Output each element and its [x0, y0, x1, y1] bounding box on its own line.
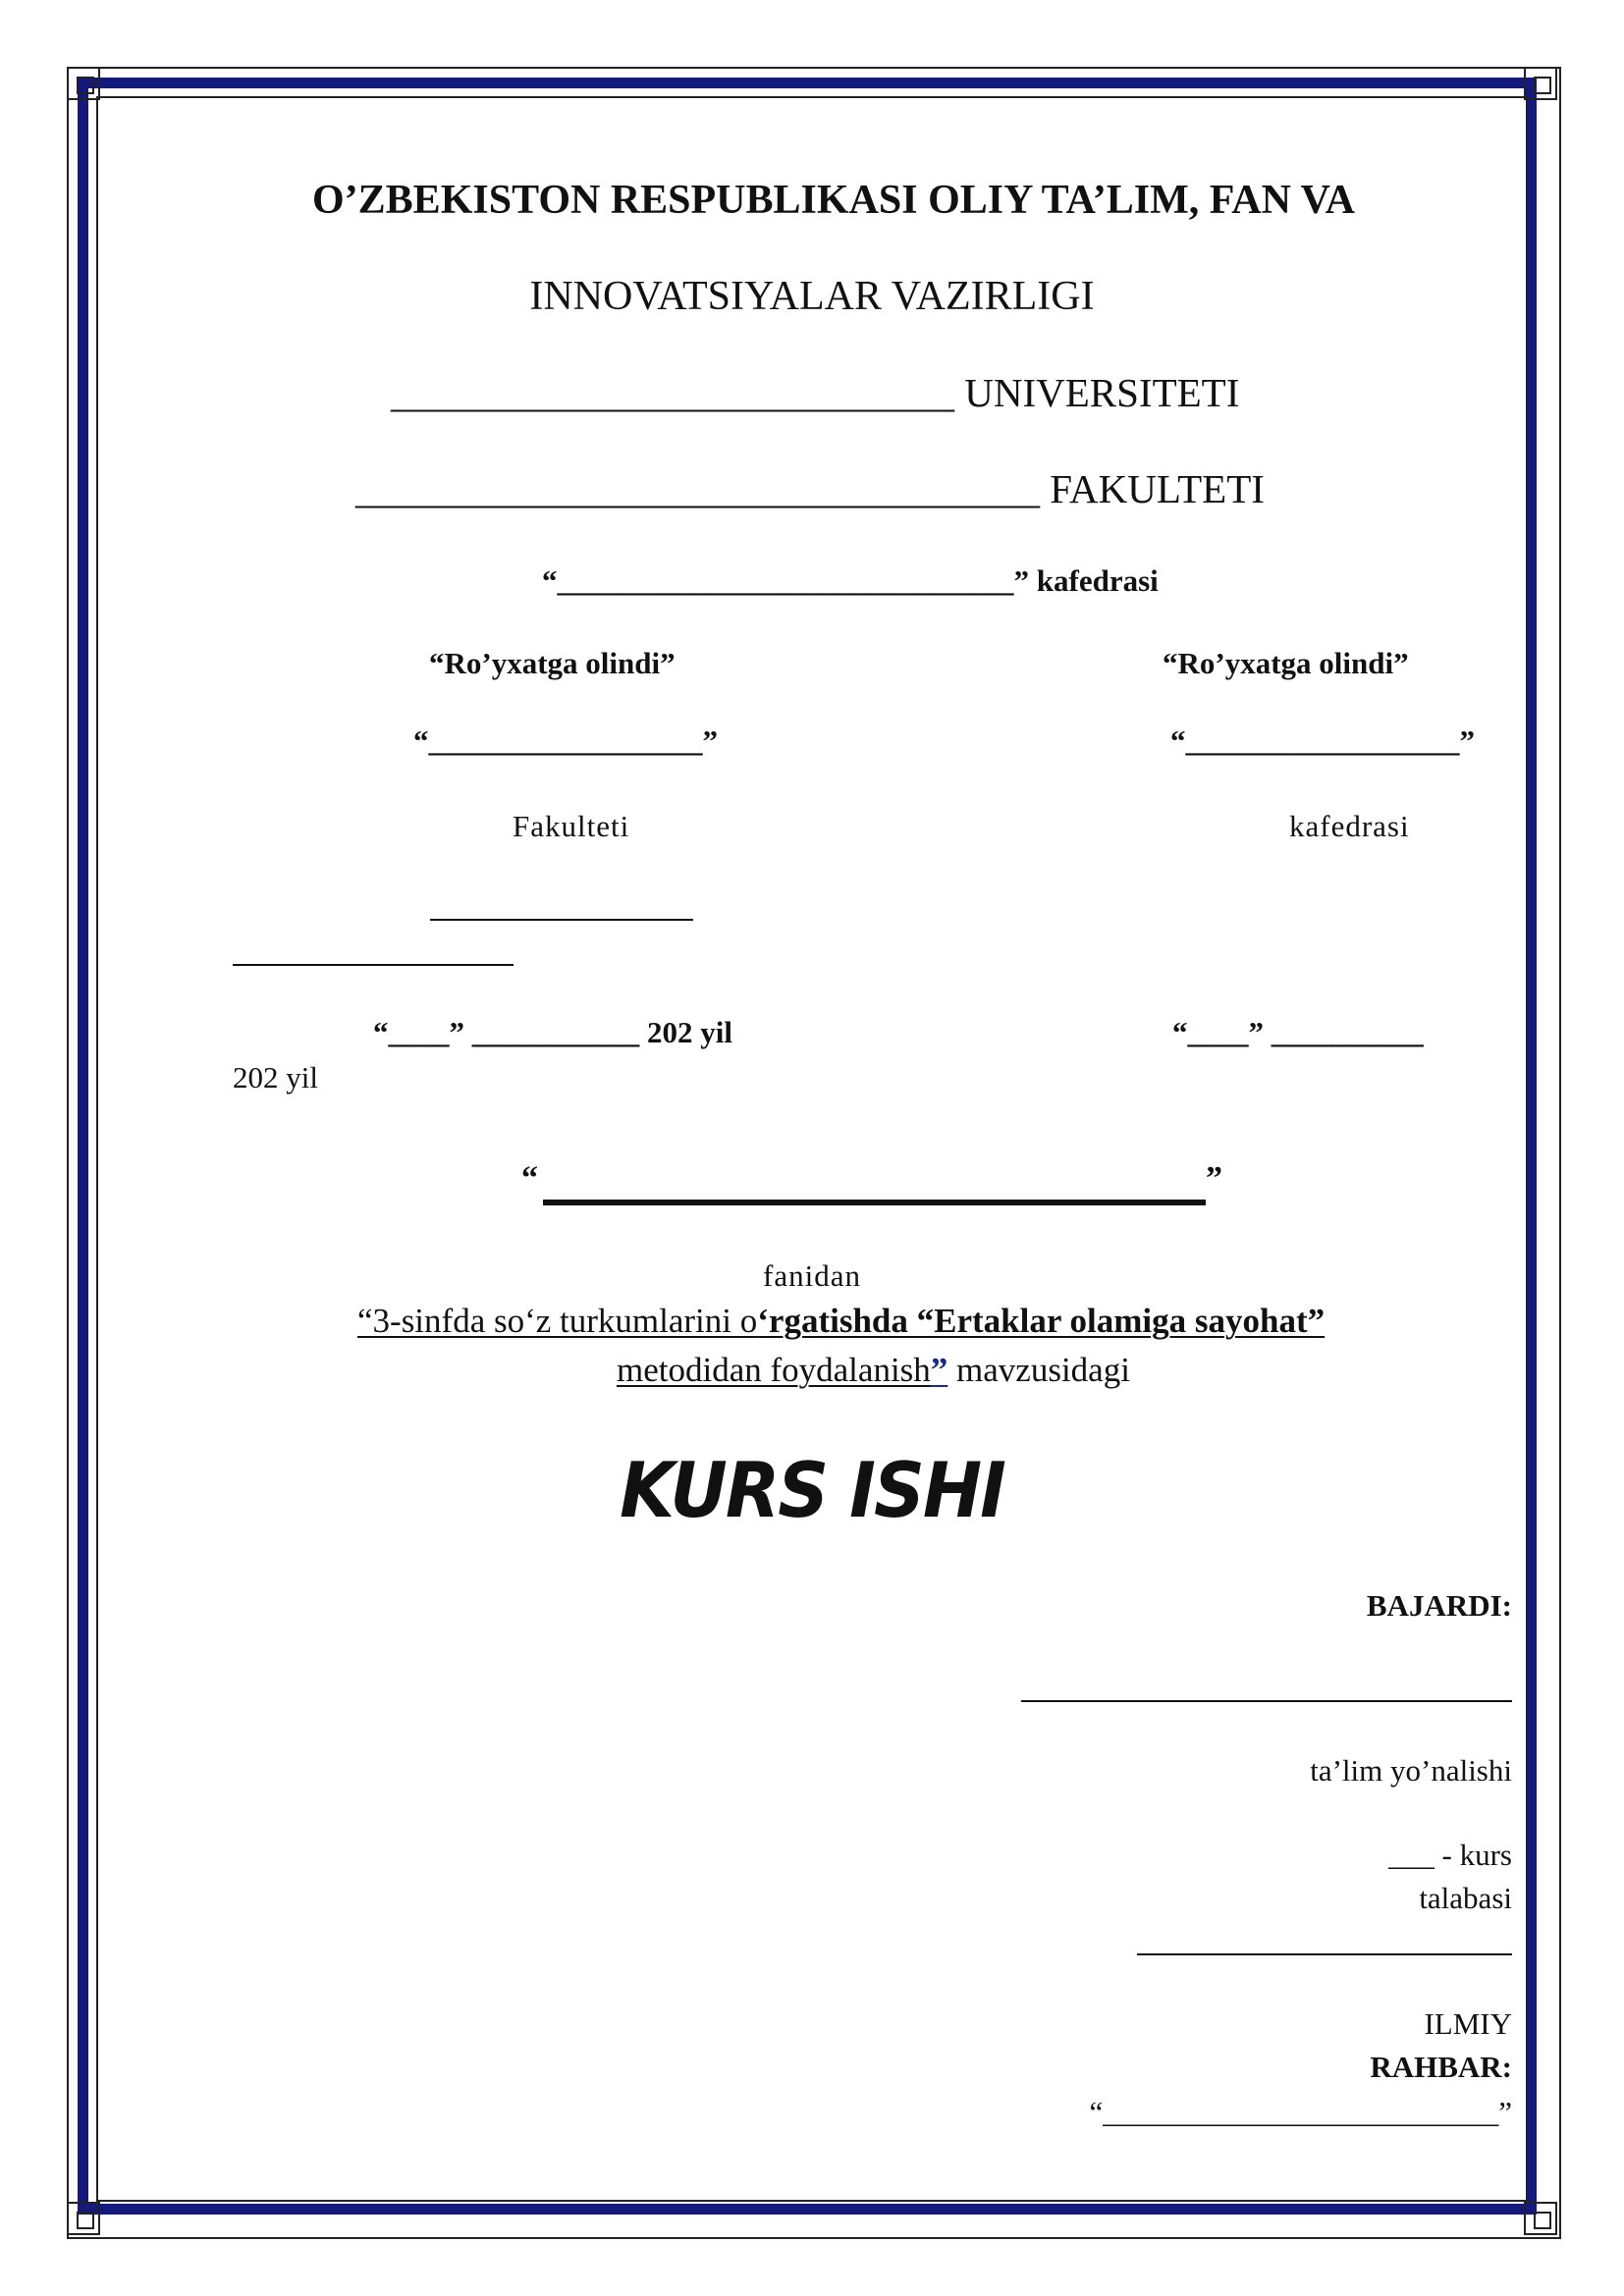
registration-number-right: “__________________” [1170, 723, 1475, 758]
registration-label-right: kafedrasi [1289, 809, 1410, 843]
registration-label-left: Fakulteti [513, 809, 630, 843]
advisor-label-1: ILMIY [1424, 2006, 1512, 2041]
university-line: ____________________________ UNIVERSITETI [391, 370, 1240, 415]
direction-label: ta’lim yo’nalishi [1310, 1753, 1512, 1788]
student-name-line [1021, 1700, 1512, 1702]
registration-date-right-year: 202 yil [233, 1060, 318, 1095]
performed-label: BAJARDI: [1366, 1588, 1512, 1623]
theme-line-1 [357, 1302, 1325, 1341]
registration-date-left: “____” ___________ 202 yil [373, 1015, 732, 1049]
course-label: ___ - kurs [1388, 1838, 1512, 1872]
ministry-title-line1: O’ZBEKISTON RESPUBLIKASI OLIY TA’LIM, FAN VA [312, 178, 1355, 223]
border-corner-ornament [1524, 67, 1557, 100]
subject-open-quote: “ [521, 1160, 538, 1197]
subject-close-quote: ” [1206, 1160, 1222, 1197]
advisor-name-line: “__________________________” [1089, 2095, 1512, 2129]
subject-name-line [543, 1200, 1206, 1205]
registration-date-right: “____” __________ [1172, 1015, 1424, 1049]
theme-line-2-underlined: metodidan foydalanish [617, 1351, 931, 1389]
signature-line-left [430, 919, 693, 921]
border-corner-ornament [67, 67, 100, 100]
subject-label: fanidan [763, 1258, 861, 1293]
theme-line-2-suffix: mavzusidagi [947, 1351, 1130, 1389]
document-type-title: KURS ISHI [620, 1445, 1004, 1535]
advisor-label-2: RAHBAR: [1370, 2050, 1512, 2084]
border-corner-ornament [1524, 2202, 1557, 2235]
registration-title-left: “Ro’yxatga olindi” [429, 646, 676, 680]
department-line: “______________________________” kafedrasi [542, 563, 1159, 598]
theme-line-1-normal: “3-sinfda so‘z turkumlarini o [357, 1302, 758, 1340]
student-label: talabasi [1419, 1881, 1512, 1915]
signature-line-right [233, 964, 514, 966]
faculty-line: __________________________________ FAKULTETI [355, 466, 1265, 511]
theme-line-2 [617, 1351, 1130, 1390]
registration-title-right: “Ro’yxatga olindi” [1163, 646, 1409, 680]
border-corner-ornament [67, 2202, 100, 2235]
theme-line-2-quote: ” [930, 1351, 948, 1389]
student-signature-line [1137, 1953, 1512, 1955]
registration-number-left: “__________________” [413, 723, 718, 758]
ministry-title-line2: INNOVATSIYALAR VAZIRLIGI [529, 274, 1095, 319]
theme-line-1-bold: ‘rgatishda “Ertaklar olamiga sayohat” [757, 1302, 1326, 1340]
